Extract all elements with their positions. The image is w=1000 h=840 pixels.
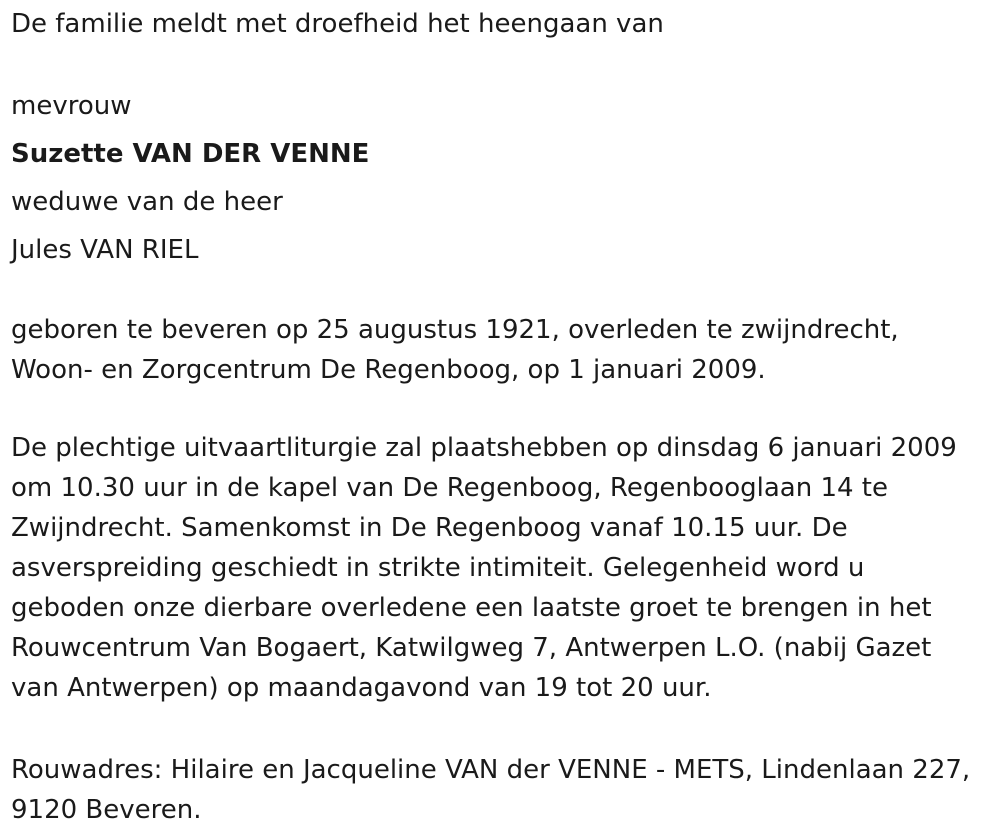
address-line: Rouwadres: Hilaire en Jacqueline VAN der VENNE - METS, Lindenlaan 227, bbox=[11, 755, 971, 785]
address-line: 9120 Beveren. bbox=[11, 795, 202, 825]
birth-death-line: geboren te beveren op 25 augustus 1921, overleden te zwijndrecht, bbox=[11, 315, 899, 345]
birth-death-paragraph bbox=[11, 310, 899, 390]
ceremony-line: geboden onze dierbare overledene een laatste groet te brengen in het bbox=[11, 593, 932, 623]
birth-death-line: Woon- en Zorgcentrum De Regenboog, op 1 januari 2009. bbox=[11, 355, 766, 385]
ceremony-line: Zwijndrecht. Samenkomst in De Regenboog vanaf 10.15 uur. De bbox=[11, 513, 848, 543]
title-prefix: mevrouw bbox=[11, 91, 132, 121]
deceased-name: Suzette VAN DER VENNE bbox=[11, 139, 370, 169]
ceremony-line: asverspreiding geschiedt in strikte intimiteit. Gelegenheid word u bbox=[11, 553, 865, 583]
spouse-name: Jules VAN RIEL bbox=[11, 235, 199, 265]
address-paragraph bbox=[11, 750, 970, 830]
intro-text: De familie meldt met droefheid het heengaan van bbox=[11, 9, 664, 39]
ceremony-line: Rouwcentrum Van Bogaert, Katwilgweg 7, Antwerpen L.O. (nabij Gazet bbox=[11, 633, 932, 663]
ceremony-line: van Antwerpen) op maandagavond van 19 tot 20 uur. bbox=[11, 673, 712, 703]
ceremony-line: De plechtige uitvaartliturgie zal plaatshebben op dinsdag 6 januari 2009 bbox=[11, 433, 957, 463]
relation-text: weduwe van de heer bbox=[11, 187, 283, 217]
ceremony-line: om 10.30 uur in de kapel van De Regenboog, Regenbooglaan 14 te bbox=[11, 473, 888, 503]
ceremony-paragraph bbox=[11, 428, 957, 708]
